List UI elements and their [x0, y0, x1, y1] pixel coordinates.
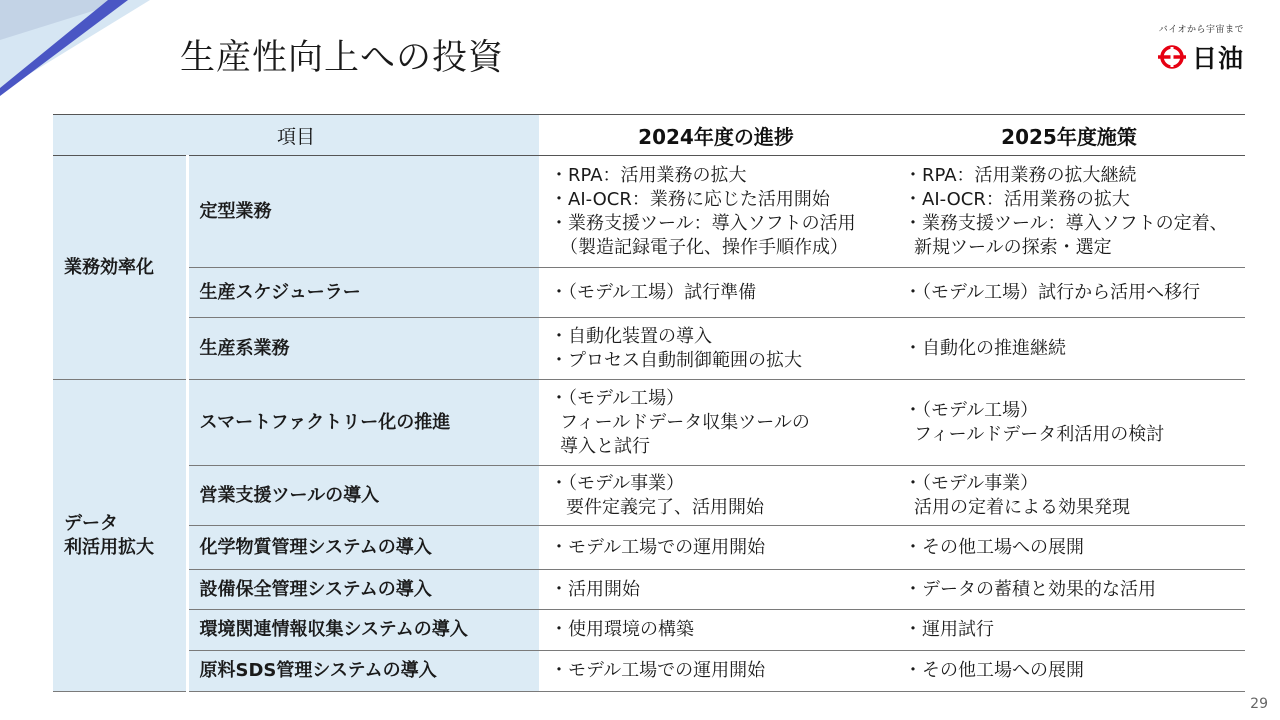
nof-logo-icon [1158, 45, 1186, 69]
page-number: 29 [1250, 696, 1268, 712]
table-row [53, 466, 1245, 526]
progress-2024-cell: ・使用環境の構築 [539, 610, 893, 651]
category-efficiency: 業務効率化 [53, 156, 187, 380]
page-title: 生産性向上への投資 [180, 38, 505, 78]
progress-2024-cell: ・モデル工場での運用開始 [539, 526, 893, 570]
table-header-row [53, 115, 1245, 156]
row-item: 原料SDS管理システムの導入 [187, 651, 539, 692]
plan-2025-cell: ・（モデル工場） フィールドデータ利活用の検討 [893, 380, 1245, 466]
plan-2025-cell: ・データの蓄積と効果的な活用 [893, 570, 1245, 610]
row-item: 設備保全管理システムの導入 [187, 570, 539, 610]
progress-2024-cell: ・自動化装置の導入 ・プロセス自動制御範囲の拡大 [539, 318, 893, 380]
row-item: 生産系業務 [187, 318, 539, 380]
plan-2025-cell: ・運用試行 [893, 610, 1245, 651]
plan-2025-cell: ・その他工場への展開 [893, 526, 1245, 570]
header-2025: 2025年度施策 [893, 115, 1245, 156]
table-row [53, 380, 1245, 466]
row-item: 営業支援ツールの導入 [187, 466, 539, 526]
table-row [53, 526, 1245, 570]
investment-table [53, 114, 1245, 692]
table-row [53, 318, 1245, 380]
row-item: スマートファクトリー化の推進 [187, 380, 539, 466]
progress-2024-cell: ・（モデル工場） フィールドデータ収集ツールの 導入と試行 [539, 380, 893, 466]
logo-name: 日油 [1191, 44, 1244, 73]
progress-2024-cell: ・モデル工場での運用開始 [539, 651, 893, 692]
plan-2025-cell: ・その他工場への展開 [893, 651, 1245, 692]
company-logo [1158, 22, 1244, 75]
row-item: 環境関連情報収集システムの導入 [187, 610, 539, 651]
table-row [53, 156, 1245, 268]
progress-2024-cell: ・（モデル事業） 要件定義完了、活用開始 [539, 466, 893, 526]
table-row [53, 268, 1245, 318]
table-row [53, 570, 1245, 610]
plan-2025-cell: ・RPA：活用業務の拡大継続 ・AI-OCR：活用業務の拡大 ・業務支援ツール：導入ソフトの定着、 新規ツールの探索・選定 [893, 156, 1245, 268]
category-data-utilization: データ 利活用拡大 [53, 380, 187, 692]
plan-2025-cell: ・自動化の推進継続 [893, 318, 1245, 380]
corner-decoration [0, 0, 160, 100]
plan-2025-cell: ・（モデル工場）試行から活用へ移行 [893, 268, 1245, 318]
logo-tagline: バイオから宇宙まで [1158, 25, 1244, 35]
plan-2025-cell: ・（モデル事業） 活用の定着による効果発現 [893, 466, 1245, 526]
header-2024: 2024年度の進捗 [539, 115, 893, 156]
row-item: 化学物質管理システムの導入 [187, 526, 539, 570]
progress-2024-cell: ・（モデル工場）試行準備 [539, 268, 893, 318]
row-item: 定型業務 [187, 156, 539, 268]
table-row [53, 651, 1245, 692]
progress-2024-cell: ・RPA：活用業務の拡大 ・AI-OCR：業務に応じた活用開始 ・業務支援ツール：導入ソフトの活用 （製造記録電子化、操作手順作成） [539, 156, 893, 268]
table-row [53, 610, 1245, 651]
header-item: 項目 [53, 115, 539, 156]
row-item: 生産スケジューラー [187, 268, 539, 318]
progress-2024-cell: ・活用開始 [539, 570, 893, 610]
